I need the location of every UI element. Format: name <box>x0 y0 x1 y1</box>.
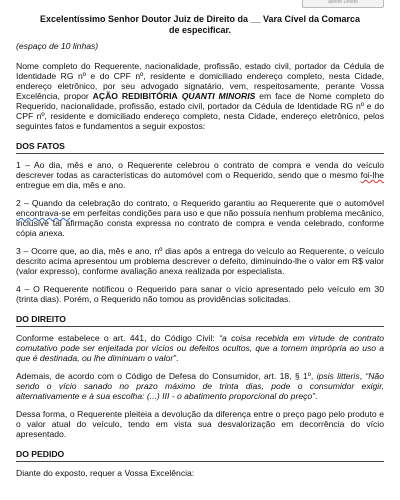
request-divider <box>16 461 384 462</box>
action-name: AÇÃO REDIBITÓRIA <box>92 91 178 101</box>
petition-document <box>16 14 384 486</box>
law-2-text-c: . <box>315 391 318 401</box>
law-3: Dessa forma, o Requerente pleiteia a devolução da diferença entre o preço pago pelo produto e o valor atual do veículo, tendo em vista sua desvalorização em decorrência do vício apresentado. <box>16 409 384 439</box>
title-line-2: de especificar. <box>168 24 232 35</box>
intro-paragraph <box>16 61 384 131</box>
law-2-quote: “Não sendo o vício sanado no prazo máximo de trinta dias, pode o consumidor exigir, alternativamente e à sua escolha: (...) III - o abatimento proporcional do preço” <box>16 371 384 401</box>
fact-2-text-b: em perfeitas condições para uso e que não possuía nenhum problema mecânico, inclusive tal afirmação consta expressa no contrato de compra e venda celebrado, conforme cópia anexa. <box>16 208 384 238</box>
request-heading: DO PEDIDO <box>16 449 65 459</box>
law-2-text-b: , <box>359 371 366 381</box>
intro-text-1: Nome completo do Requerente, nacionalidade, profissão, estado civil, portador da Cédula de Identidade RG nº e do CPF nº, residente e domiciliado endereço completo, nesta Cidade, endereço eletrônico, por seu advogado signatário, vem, respeitosamente, perante Vossa Excelência, propor <box>16 61 384 101</box>
action-latin: QUANTI MINORIS <box>181 91 256 101</box>
spellcheck-word[interactable]: foi-lhe <box>360 170 384 180</box>
spacing-note: (espaço de 10 linhas) <box>16 41 99 51</box>
fact-1 <box>16 160 384 190</box>
fact-2 <box>16 198 384 238</box>
fact-1-text-b: entregue em dia, mês e ano. <box>16 180 126 190</box>
law-2 <box>16 371 384 401</box>
grammar-check-word[interactable]: encontrava-se <box>16 208 71 218</box>
law-divider <box>16 326 384 327</box>
law-1-quote: “a coisa recebida em virtude de contrato comutativo pode ser enjeitada por vícios ou defeitos ocultos, que a tornem imprópria ao uso a que é destinada, ou lhe diminuam o valor” <box>16 333 384 363</box>
fact-2-text-a: 2 – Quando da celebração do contrato, o Requerido garantiu ao Requerente que o automóvel <box>16 198 384 208</box>
law-heading: DO DIREITO <box>16 314 66 324</box>
fact-3: 3 – Ocorre que, ao dia, mês e ano, nº dias após a entrega do veículo ao Requerente, o veículo descrito acima apresentou um problema descrever o defeito, diminuindo-lhe o valor em R$ valor (valor expresso), conforme avaliação anexa realizada por especialista. <box>16 246 384 276</box>
title-line-1: Excelentíssimo Senhor Doutor Juiz de Direito da __ Vara Cível da Comarca <box>39 14 361 24</box>
law-2-latin: ipsis litteris <box>316 371 360 381</box>
fact-1-text-a: 1 – Ao dia, mês e ano, o Requerente celebrou o contrato de compra e venda do veículo descrever todas as características do automóvel com o Requerido, sendo que o mesmo <box>16 160 384 180</box>
law-1 <box>16 333 384 363</box>
law-2-text-a: Ademais, de acordo com o Código de Defesa do Consumidor, art. 18, § 1º, <box>16 371 317 381</box>
law-1-text-b: . <box>176 353 179 363</box>
corner-tab: aberte Delete <box>302 0 384 8</box>
intro-text-2: em face de Nome completo do Requerido, nacionalidade, profissão, estado civil, portador da Cédula de Identidade RG nº e do CPF nº, residente e domiciliado endereço completo, nesta Cidade, endereço eletrônico, pelos seguintes fatos e fundamentos a seguir expostos: <box>16 91 384 131</box>
facts-divider <box>16 153 384 154</box>
facts-heading: DOS FATOS <box>16 141 65 151</box>
fact-4: 4 – O Requerente notificou o Requerido para sanar o vício apresentado pelo veículo em 30 (trinta dias). Porém, o Requerido não tomou as providências solicitadas. <box>16 284 384 304</box>
request-1: Diante do exposto, requer a Vossa Excelência: <box>16 468 195 478</box>
law-1-text-a: Conforme estabelece o art. 441, do Código Civil: <box>16 333 220 343</box>
